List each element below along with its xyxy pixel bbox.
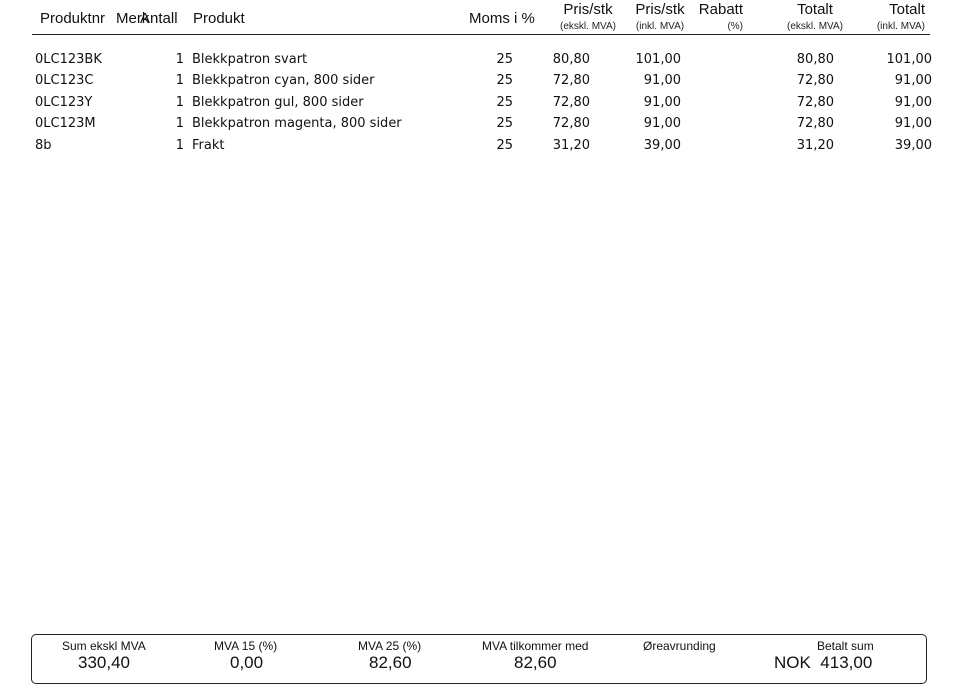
col-header-merk: Merk bbox=[116, 10, 150, 27]
cell-antall: 1 bbox=[175, 95, 184, 110]
cell-pris-inkl: 91,00 bbox=[643, 116, 681, 131]
cell-totalt-ekskl: 80,80 bbox=[796, 52, 834, 67]
betalt-sum-value: NOK 413,00 bbox=[774, 653, 873, 672]
col-header-totalt-inkl-sub: (inkl. MVA) bbox=[876, 21, 925, 32]
col-header-totalt-ekskl-sub: (ekskl. MVA) bbox=[787, 21, 843, 32]
col-header-rabatt-sub: (%) bbox=[727, 21, 743, 32]
mva15-value: 0,00 bbox=[230, 653, 264, 672]
cell-moms: 25 bbox=[496, 95, 513, 110]
cell-pris-inkl: 91,00 bbox=[643, 95, 681, 110]
cell-totalt-inkl: 91,00 bbox=[894, 116, 932, 131]
cell-moms: 25 bbox=[496, 52, 513, 67]
col-header-rabatt: Rabatt bbox=[698, 1, 743, 18]
mva-tilkommer-value: 82,60 bbox=[514, 653, 557, 672]
cell-pris-ekskl: 72,80 bbox=[552, 95, 590, 110]
col-header-totalt-ekskl: Totalt bbox=[797, 1, 833, 18]
cell-moms: 25 bbox=[496, 138, 513, 153]
cell-totalt-inkl: 91,00 bbox=[894, 95, 932, 110]
cell-totalt-inkl: 39,00 bbox=[894, 138, 932, 153]
cell-produkt: Blekkpatron gul, 800 sider bbox=[192, 95, 364, 110]
col-header-pris-ekskl: Pris/stk bbox=[563, 1, 613, 18]
cell-totalt-inkl: 101,00 bbox=[886, 52, 932, 67]
col-header-pris-inkl-sub: (inkl. MVA) bbox=[635, 21, 685, 32]
cell-produktnr: 8b bbox=[35, 138, 52, 153]
cell-pris-inkl: 39,00 bbox=[643, 138, 681, 153]
cell-pris-inkl: 91,00 bbox=[643, 73, 681, 88]
cell-produktnr: 0LC123BK bbox=[35, 52, 102, 67]
col-header-pris-ekskl-sub: (ekskl. MVA) bbox=[560, 21, 616, 32]
mva15-label: MVA 15 (%) bbox=[214, 639, 278, 653]
cell-totalt-ekskl: 72,80 bbox=[796, 116, 834, 131]
cell-moms: 25 bbox=[496, 73, 513, 88]
cell-pris-ekskl: 72,80 bbox=[552, 73, 590, 88]
cell-antall: 1 bbox=[175, 138, 184, 153]
mva25-label: MVA 25 (%) bbox=[358, 639, 422, 653]
cell-totalt-ekskl: 72,80 bbox=[796, 73, 834, 88]
col-header-totalt-inkl: Totalt bbox=[889, 1, 925, 18]
cell-produkt: Blekkpatron magenta, 800 sider bbox=[192, 116, 402, 131]
oreavrunding-label: Øreavrunding bbox=[643, 639, 716, 653]
cell-pris-ekskl: 72,80 bbox=[552, 116, 590, 131]
cell-pris-ekskl: 31,20 bbox=[552, 138, 590, 153]
cell-produktnr: 0LC123M bbox=[35, 116, 96, 131]
cell-pris-ekskl: 80,80 bbox=[552, 52, 590, 67]
header-divider bbox=[32, 34, 930, 35]
mva-tilkommer-label: MVA tilkommer med bbox=[482, 639, 589, 653]
mva25-value: 82,60 bbox=[369, 653, 412, 672]
cell-produktnr: 0LC123Y bbox=[35, 95, 93, 110]
cell-antall: 1 bbox=[175, 73, 184, 88]
cell-totalt-ekskl: 72,80 bbox=[796, 95, 834, 110]
sum-ekskl-label: Sum ekskl MVA bbox=[62, 639, 146, 653]
cell-totalt-ekskl: 31,20 bbox=[796, 138, 834, 153]
cell-produktnr: 0LC123C bbox=[35, 73, 94, 88]
col-header-antall: Antall bbox=[140, 10, 178, 27]
cell-moms: 25 bbox=[496, 116, 513, 131]
col-header-produkt: Produkt bbox=[193, 10, 245, 27]
cell-totalt-inkl: 91,00 bbox=[894, 73, 932, 88]
betalt-sum-label: Betalt sum bbox=[817, 639, 874, 653]
cell-produkt: Blekkpatron svart bbox=[192, 52, 308, 67]
col-header-pris-inkl: Pris/stk bbox=[635, 1, 685, 18]
col-header-moms: Moms i % bbox=[469, 10, 535, 27]
col-header-produktnr: Produktnr bbox=[40, 10, 106, 27]
cell-produkt: Frakt bbox=[192, 138, 225, 153]
cell-antall: 1 bbox=[175, 116, 184, 131]
cell-pris-inkl: 101,00 bbox=[635, 52, 681, 67]
summary-box bbox=[31, 634, 927, 684]
cell-antall: 1 bbox=[175, 52, 184, 67]
cell-produkt: Blekkpatron cyan, 800 sider bbox=[192, 73, 375, 88]
sum-ekskl-value: 330,40 bbox=[78, 653, 130, 672]
